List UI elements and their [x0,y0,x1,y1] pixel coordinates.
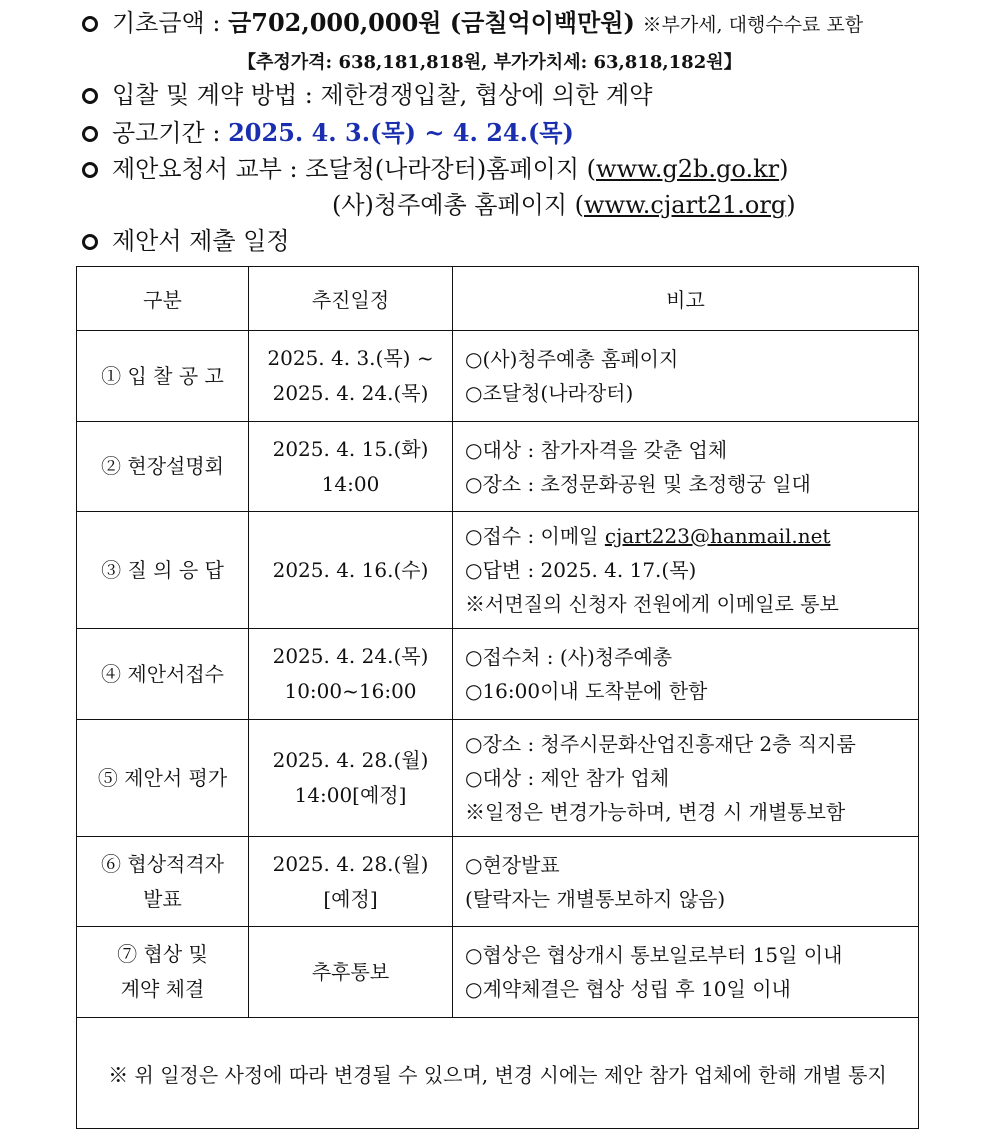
estimated-price-detail: 【추정가격: 638,181,818원, 부가가치세: 63,818,182원】 [238,52,742,73]
date-text: 2025. 4. 28.(월) [272,748,429,772]
rfp-distribution-line-2 [332,190,796,220]
paren-close: ) [779,155,789,183]
row-date [249,927,453,1018]
table-row [77,927,919,1018]
category-text: ⑥ 협상적격자 [101,851,224,876]
base-amount-value: 금702,000,000원 (금칠억이백만원) [228,8,635,37]
table-row [77,837,919,927]
contract-method-text: 입찰 및 계약 방법 : 제한경쟁입찰, 협상에 의한 계약 [112,81,653,109]
paren-close: ) [786,191,796,219]
date-text: 2025. 4. 3.(목) ~ [267,346,434,370]
category-text: ① 입 찰 공 고 [101,363,224,388]
date-text: 2025. 4. 24.(목) [272,381,429,405]
category-text: ④ 제안서접수 [101,661,224,686]
table-row [77,331,919,422]
bullet-icon [82,16,98,32]
row-notes [453,331,919,422]
table-row [77,629,919,720]
note-text: ○대상 : 제안 참가 업체 [465,766,670,790]
schedule-title-line [82,226,290,256]
row-category [77,927,249,1018]
footnote: ※ 위 일정은 사정에 따라 변경될 수 있으며, 변경 시에는 제안 참가 업체에 한해 개별 통지 [77,1018,919,1129]
row-category [77,837,249,927]
note-text: ○장소 : 초정문화공원 및 초정행궁 일대 [465,471,811,496]
date-text: 2025. 4. 15.(화) [272,436,429,461]
table-header-row [77,267,919,331]
row-category [77,422,249,512]
row-date [249,331,453,422]
table-row [77,422,919,512]
date-text: 2025. 4. 28.(월) [272,851,429,876]
row-notes [453,927,919,1018]
note-text: ○(사)청주예총 홈페이지 [465,347,679,371]
row-date [249,837,453,927]
category-text: ⑤ 제안서 평가 [97,765,228,790]
note-text: ○협상은 협상개시 통보일로부터 15일 이내 [465,943,843,967]
g2b-link[interactable]: www.g2b.go.kr [596,155,780,183]
row-notes [453,512,919,629]
header-schedule: 추진일정 [249,267,453,331]
base-amount-label: 기초금액 : [112,9,221,37]
row-category [77,720,249,837]
row-date [249,720,453,837]
base-amount-note: ※부가세, 대행수수료 포함 [642,14,864,36]
date-text: 2025. 4. 24.(목) [272,644,429,668]
notice-period-line [82,118,574,148]
contract-method-line [82,80,652,110]
row-notes [453,422,919,512]
footnote-row [77,1018,919,1129]
note-text: ○계약체결은 협상 성립 후 10일 이내 [465,977,791,1001]
header-remarks: 비고 [453,267,919,331]
rfp-distribution-label: 제안요청서 교부 : 조달청(나라장터)홈페이지 ( [112,155,597,183]
bullet-icon [82,234,98,250]
note-text: ○장소 : 청주시문화산업진흥재단 2층 직지룸 [465,732,856,756]
row-date [249,512,453,629]
note-text: ○대상 : 참가자격을 갖춘 업체 [465,437,728,462]
category-text: 발표 [143,886,182,911]
email-prefix: ○접수 : 이메일 [465,524,605,548]
cjart-homepage-label: (사)청주예총 홈페이지 ( [332,191,585,219]
row-date [249,629,453,720]
schedule-table [76,266,919,1129]
row-category [77,629,249,720]
note-text: ※서면질의 신청자 전원에게 이메일로 통보 [465,592,839,616]
row-notes [453,837,919,927]
row-notes [453,629,919,720]
bullet-icon [82,126,98,142]
notice-period-value: 2025. 4. 3.(목) ~ 4. 24.(목) [228,118,574,147]
base-amount-line [82,8,863,40]
date-text: 10:00~16:00 [284,679,417,703]
rfp-distribution-line [82,154,788,184]
row-category [77,331,249,422]
date-text: 14:00 [321,471,380,496]
category-text: ③ 질 의 응 답 [101,557,224,582]
note-text: (탈락자는 개별통보하지 않음) [465,886,726,911]
date-text: 14:00[예정] [294,783,407,807]
email-link[interactable]: cjart223@hanmail.net [604,524,831,548]
category-text: 계약 체결 [120,977,205,1001]
row-notes [453,720,919,837]
row-date [249,422,453,512]
date-text: 추후통보 [311,959,390,984]
note-text: ○답변 : 2025. 4. 17.(목) [465,558,697,582]
note-text [465,519,918,553]
header-category: 구분 [77,267,249,331]
date-text: 2025. 4. 16.(수) [272,557,429,582]
category-text: ⑦ 협상 및 [117,942,208,966]
note-text: ○접수처 : (사)청주예총 [465,645,673,669]
note-text: ○조달청(나라장터) [465,381,634,405]
date-text: [예정] [323,886,378,911]
bullet-icon [82,162,98,178]
schedule-title: 제안서 제출 일정 [112,227,290,255]
category-text: ② 현장설명회 [101,454,224,478]
table-row [77,720,919,837]
note-text: ○16:00이내 도착분에 한함 [465,679,708,703]
note-text: ○현장발표 [465,852,560,877]
note-text: ※일정은 변경가능하며, 변경 시 개별통보함 [465,800,846,824]
notice-period-label: 공고기간 : [112,119,221,147]
row-category [77,512,249,629]
cjart-link[interactable]: www.cjart21.org [584,191,787,219]
bullet-icon [82,88,98,104]
table-row [77,512,919,629]
